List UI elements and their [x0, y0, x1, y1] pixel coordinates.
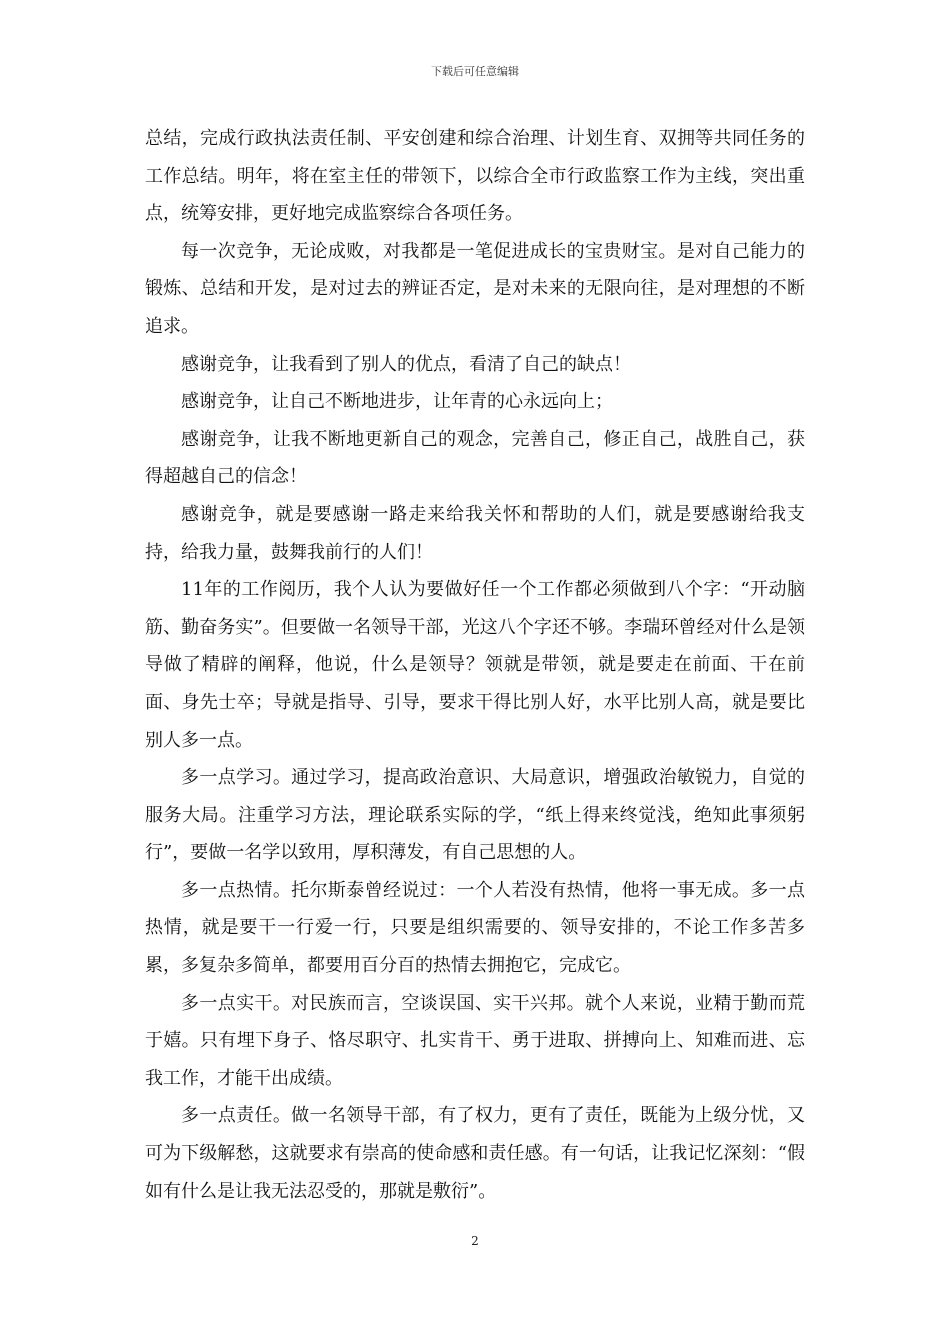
paragraph-continuation: 总结，完成行政执法责任制、平安创建和综合治理、计划生育、双拥等共同任务的工作总结。明年，将在室主任的带领下，以综合全市行政监察工作为主线，突出重点，统筹安排，更好地完成监察综合各项任务。 [145, 128, 805, 225]
paragraph: 感谢竞争，让自己不断地进步，让年青的心永远向上； [181, 391, 613, 413]
paragraph: 多一点实干。对民族而言，空谈误国、实干兴邦。就个人来说，业精于勤而荒于嬉。只有埋下身子、恪尽职守、扎实肯干、勇于进取、拼搏向上、知难而进、忘我工作，才能干出成绩。 [145, 992, 805, 1089]
paragraph: 每一次竞争，无论成败，对我都是一笔促进成长的宝贵财宝。是对自己能力的锻炼、总结和开发，是对过去的辨证否定，是对未来的无限向往，是对理想的不断追求。 [145, 240, 805, 337]
document-body [145, 120, 805, 1210]
paragraph: 感谢竞争，让我看到了别人的优点，看清了自己的缺点！ [181, 353, 631, 375]
paragraph: 11年的工作阅历，我个人认为要做好任一个工作都必须做到八个字：“开动脑筋、勤奋务实”。但要做一名领导干部，光这八个字还不够。李瑞环曾经对什么是领导做了精辟的阐释，他说，什么是领导？领就是带领，就是要走在前面、干在前面、身先士卒；导就是指导、引导，要求干得比别人好，水平比别人高，就是要比别人多一点。 [145, 579, 805, 751]
paragraph: 感谢竞争，就是要感谢一路走来给我关怀和帮助的人们，就是要感谢给我支持，给我力量，鼓舞我前行的人们！ [145, 503, 805, 563]
paragraph: 多一点责任。做一名领导干部，有了权力，更有了责任，既能为上级分忧，又可为下级解愁，这就要求有崇高的使命感和责任感。有一句话，让我记忆深刻：“假如有什么是让我无法忍受的，那就是敷衍”。 [145, 1105, 805, 1202]
page-number: 2 [471, 1234, 479, 1248]
paragraph: 多一点学习。通过学习，提高政治意识、大局意识，增强政治敏锐力，自觉的服务大局。注重学习方法，理论联系实际的学，“纸上得来终觉浅，绝知此事须躬行”，要做一名学以致用，厚积薄发，有自己思想的人。 [145, 767, 805, 864]
page-header: 下载后可任意编辑 [431, 65, 519, 78]
paragraph: 多一点热情。托尔斯泰曾经说过：一个人若没有热情，他将一事无成。多一点热情，就是要干一行爱一行，只要是组织需要的、领导安排的，不论工作多苦多累，多复杂多简单，都要用百分百的热情去拥抱它，完成它。 [145, 879, 805, 977]
paragraph: 感谢竞争，让我不断地更新自己的观念，完善自己，修正自己，战胜自己，获得超越自己的信念！ [145, 428, 805, 488]
